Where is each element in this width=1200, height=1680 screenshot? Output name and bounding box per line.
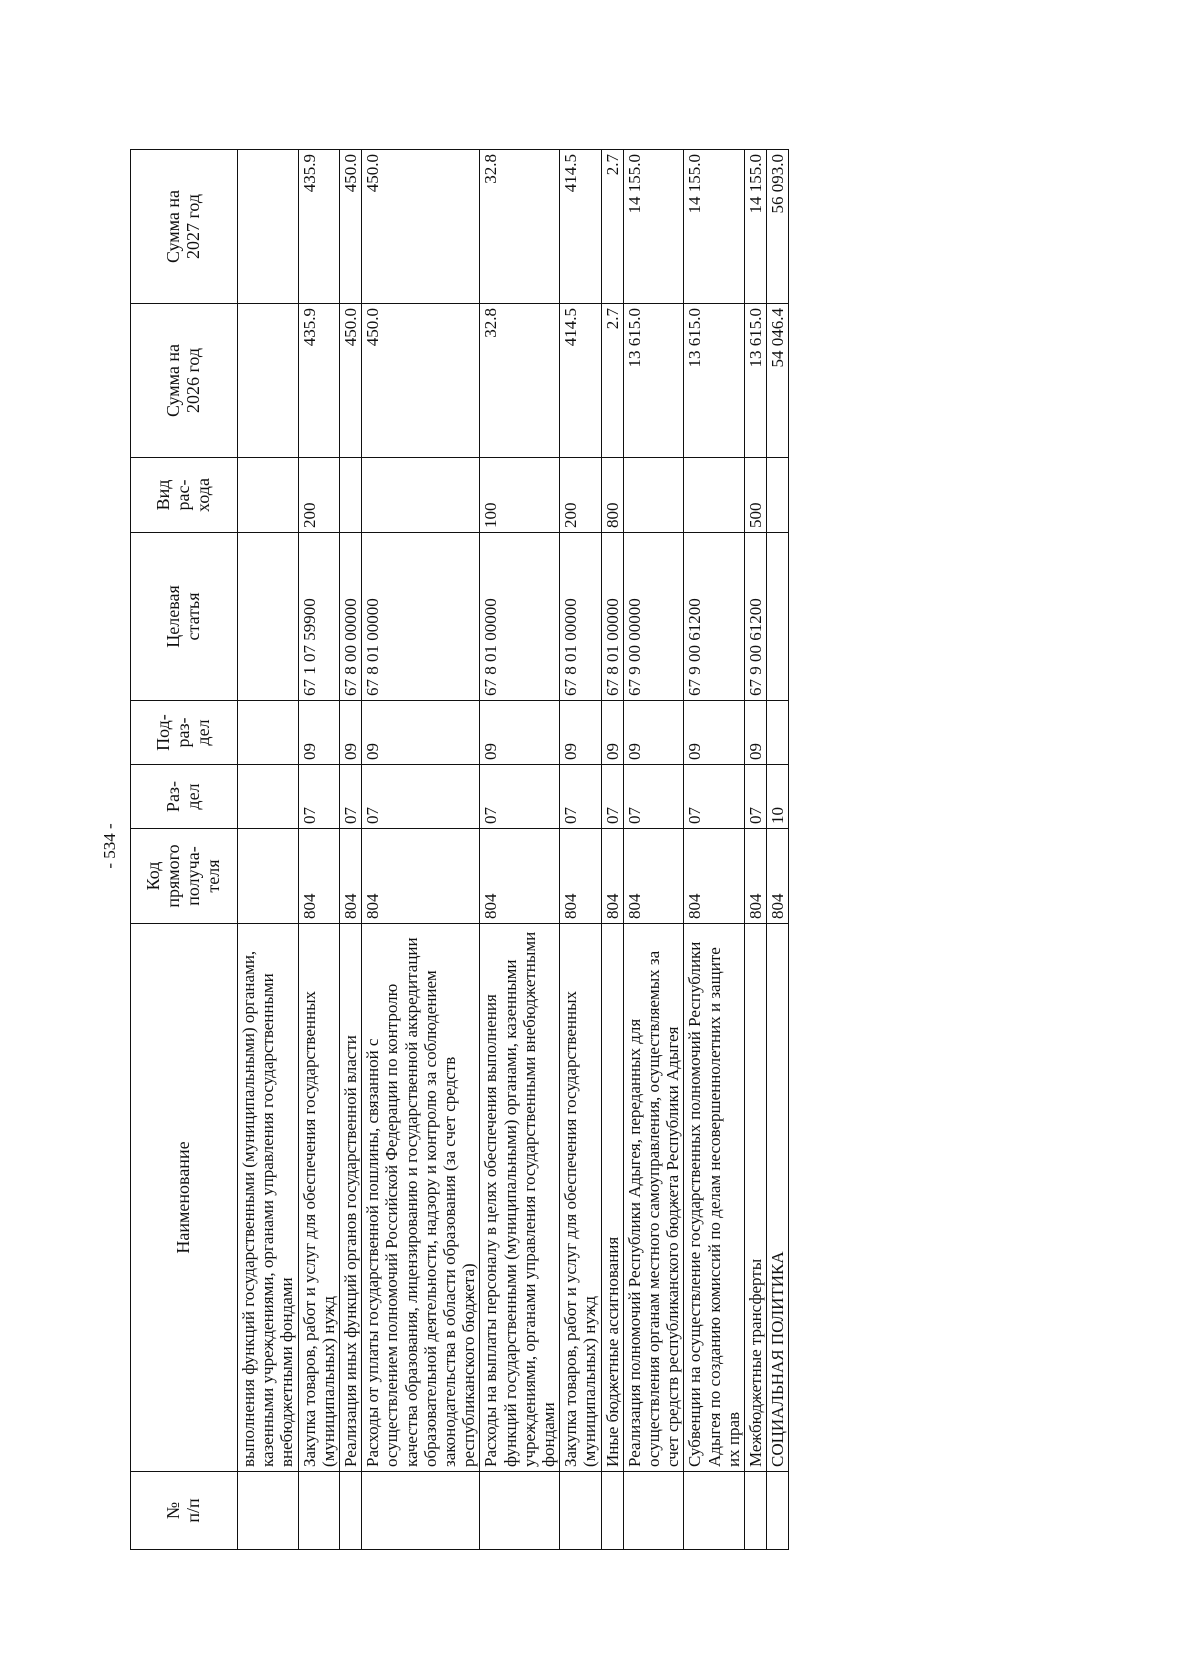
- row-num: [298, 1472, 339, 1550]
- row-sum-2027: 450.0: [340, 150, 362, 304]
- table-row: [238, 150, 299, 1550]
- row-target: 67 9 00 00000: [623, 533, 684, 701]
- row-section: 07: [745, 765, 767, 829]
- row-section: 07: [684, 765, 745, 829]
- row-sum-2027: 14 155.0: [623, 150, 684, 304]
- row-recipient: 804: [745, 829, 767, 924]
- row-sum-2026: 32.8: [480, 304, 560, 458]
- row-target: 67 8 01 00000: [480, 533, 560, 701]
- header-sum-2027: Сумма на 2027 год: [131, 150, 238, 304]
- row-sum-2027: 450.0: [362, 150, 480, 304]
- row-sum-2026: 13 615.0: [684, 304, 745, 458]
- page-number: - 534 -: [100, 823, 119, 869]
- row-subsection: [767, 701, 789, 765]
- row-target: 67 9 00 61200: [684, 533, 745, 701]
- row-target: 67 8 01 00000: [560, 533, 601, 701]
- row-recipient: 804: [601, 829, 623, 924]
- budget-table: [130, 149, 789, 1550]
- row-name: Субвенции на осуществление государственных полномочий Республики Адыгея по созданию комиссий по делам несовершеннолетних и защите их прав: [684, 924, 745, 1472]
- row-name: Реализация полномочий Республики Адыгея, переданных для осуществления органам местного самоуправления, осуществляемых за счет средств республиканского бюджета Республики Адыгея: [623, 924, 684, 1472]
- row-target: [238, 533, 299, 701]
- row-name: Иные бюджетные ассигнования: [601, 924, 623, 1472]
- row-expense-type: 200: [298, 458, 339, 533]
- table-row: [767, 150, 789, 1550]
- row-subsection: [238, 701, 299, 765]
- table-row: [745, 150, 767, 1550]
- row-subsection: 09: [480, 701, 560, 765]
- row-num: [340, 1472, 362, 1550]
- header-sum-2026: Сумма на 2026 год: [131, 304, 238, 458]
- row-sum-2026: 414.5: [560, 304, 601, 458]
- row-sum-2026: 2.7: [601, 304, 623, 458]
- row-sum-2027: 14 155.0: [684, 150, 745, 304]
- row-name: Закупка товаров, работ и услуг для обеспечения государственных (муниципальных) нужд: [560, 924, 601, 1472]
- table-row: [340, 150, 362, 1550]
- row-recipient: 804: [480, 829, 560, 924]
- row-target: 67 9 00 61200: [745, 533, 767, 701]
- row-recipient: 804: [623, 829, 684, 924]
- row-num: [684, 1472, 745, 1550]
- row-recipient: [238, 829, 299, 924]
- row-expense-type: [340, 458, 362, 533]
- row-num: [601, 1472, 623, 1550]
- row-num: [623, 1472, 684, 1550]
- header-expense-type: Вид рас- хода: [131, 458, 238, 533]
- table-row: [684, 150, 745, 1550]
- row-recipient: 804: [362, 829, 480, 924]
- row-target: 67 8 00 00000: [340, 533, 362, 701]
- header-num: № п/п: [131, 1472, 238, 1550]
- row-expense-type: 500: [745, 458, 767, 533]
- row-sum-2026: 450.0: [340, 304, 362, 458]
- row-subsection: 09: [298, 701, 339, 765]
- row-sum-2027: 414.5: [560, 150, 601, 304]
- row-section: 07: [560, 765, 601, 829]
- row-num: [560, 1472, 601, 1550]
- row-section: 07: [623, 765, 684, 829]
- row-sum-2027: 56 093.0: [767, 150, 789, 304]
- header-name: Наименование: [131, 924, 238, 1472]
- row-expense-type: [623, 458, 684, 533]
- row-sum-2026: 435.9: [298, 304, 339, 458]
- row-name: Межбюджетные трансферты: [745, 924, 767, 1472]
- row-sum-2026: 13 615.0: [745, 304, 767, 458]
- row-expense-type: 100: [480, 458, 560, 533]
- row-expense-type: [362, 458, 480, 533]
- row-name: выполнения функций государственными (муниципальными) органами, казенными учреждениями, органами управления государственными внебюджетными фондами: [238, 924, 299, 1472]
- row-target: 67 8 01 00000: [601, 533, 623, 701]
- row-sum-2026: [238, 304, 299, 458]
- row-section: 07: [298, 765, 339, 829]
- row-sum-2027: 14 155.0: [745, 150, 767, 304]
- row-num: [767, 1472, 789, 1550]
- table-header: [131, 150, 238, 1550]
- row-subsection: 09: [745, 701, 767, 765]
- row-sum-2026: 13 615.0: [623, 304, 684, 458]
- row-subsection: 09: [340, 701, 362, 765]
- header-subsection: Под- раз- дел: [131, 701, 238, 765]
- row-name: Закупка товаров, работ и услуг для обеспечения государственных (муниципальных) нужд: [298, 924, 339, 1472]
- row-recipient: 804: [340, 829, 362, 924]
- table-row: [362, 150, 480, 1550]
- row-recipient: 804: [560, 829, 601, 924]
- row-target: [767, 533, 789, 701]
- table-body: [238, 150, 789, 1550]
- row-section: 07: [480, 765, 560, 829]
- row-name: СОЦИАЛЬНАЯ ПОЛИТИКА: [767, 924, 789, 1472]
- row-target: 67 1 07 59900: [298, 533, 339, 701]
- header-recipient: Код прямого получа- теля: [131, 829, 238, 924]
- row-name: Реализация иных функций органов государственной власти: [340, 924, 362, 1472]
- row-name: Расходы от уплаты государственной пошлины, связанной с осуществлением полномочий Российской Федерации по контролю качества образования, лицензированию и государственной аккредитации образовательной деятельности, надзору и контролю за соблюдением законодательства в области образования (за счет средств республиканского бюджета): [362, 924, 480, 1472]
- row-section: [238, 765, 299, 829]
- row-expense-type: 200: [560, 458, 601, 533]
- table-row: [298, 150, 339, 1550]
- row-sum-2026: 54 046.4: [767, 304, 789, 458]
- row-section: 07: [362, 765, 480, 829]
- row-subsection: 09: [601, 701, 623, 765]
- row-expense-type: [684, 458, 745, 533]
- table-row: [560, 150, 601, 1550]
- row-target: 67 8 01 00000: [362, 533, 480, 701]
- row-num: [238, 1472, 299, 1550]
- table-row: [601, 150, 623, 1550]
- row-num: [362, 1472, 480, 1550]
- row-name: Расходы на выплаты персоналу в целях обеспечения выполнения функций государственными (муниципальными) органами, казенными учреждениями, органами управления государственными внебюджетными фондами: [480, 924, 560, 1472]
- row-section: 07: [601, 765, 623, 829]
- header-target: Целевая статья: [131, 533, 238, 701]
- row-expense-type: 800: [601, 458, 623, 533]
- row-sum-2027: 435.9: [298, 150, 339, 304]
- row-sum-2026: 450.0: [362, 304, 480, 458]
- row-num: [745, 1472, 767, 1550]
- row-subsection: 09: [623, 701, 684, 765]
- row-section: 07: [340, 765, 362, 829]
- row-subsection: 09: [684, 701, 745, 765]
- table-row: [480, 150, 560, 1550]
- row-sum-2027: 2.7: [601, 150, 623, 304]
- table-row: [623, 150, 684, 1550]
- row-recipient: 804: [298, 829, 339, 924]
- row-subsection: 09: [560, 701, 601, 765]
- row-expense-type: [767, 458, 789, 533]
- row-recipient: 804: [767, 829, 789, 924]
- row-section: 10: [767, 765, 789, 829]
- header-section: Раз- дел: [131, 765, 238, 829]
- row-subsection: 09: [362, 701, 480, 765]
- row-expense-type: [238, 458, 299, 533]
- rotated-page-content: [130, 150, 1060, 1550]
- header-row: [131, 150, 238, 1550]
- row-sum-2027: 32.8: [480, 150, 560, 304]
- row-sum-2027: [238, 150, 299, 304]
- row-num: [480, 1472, 560, 1550]
- row-recipient: 804: [684, 829, 745, 924]
